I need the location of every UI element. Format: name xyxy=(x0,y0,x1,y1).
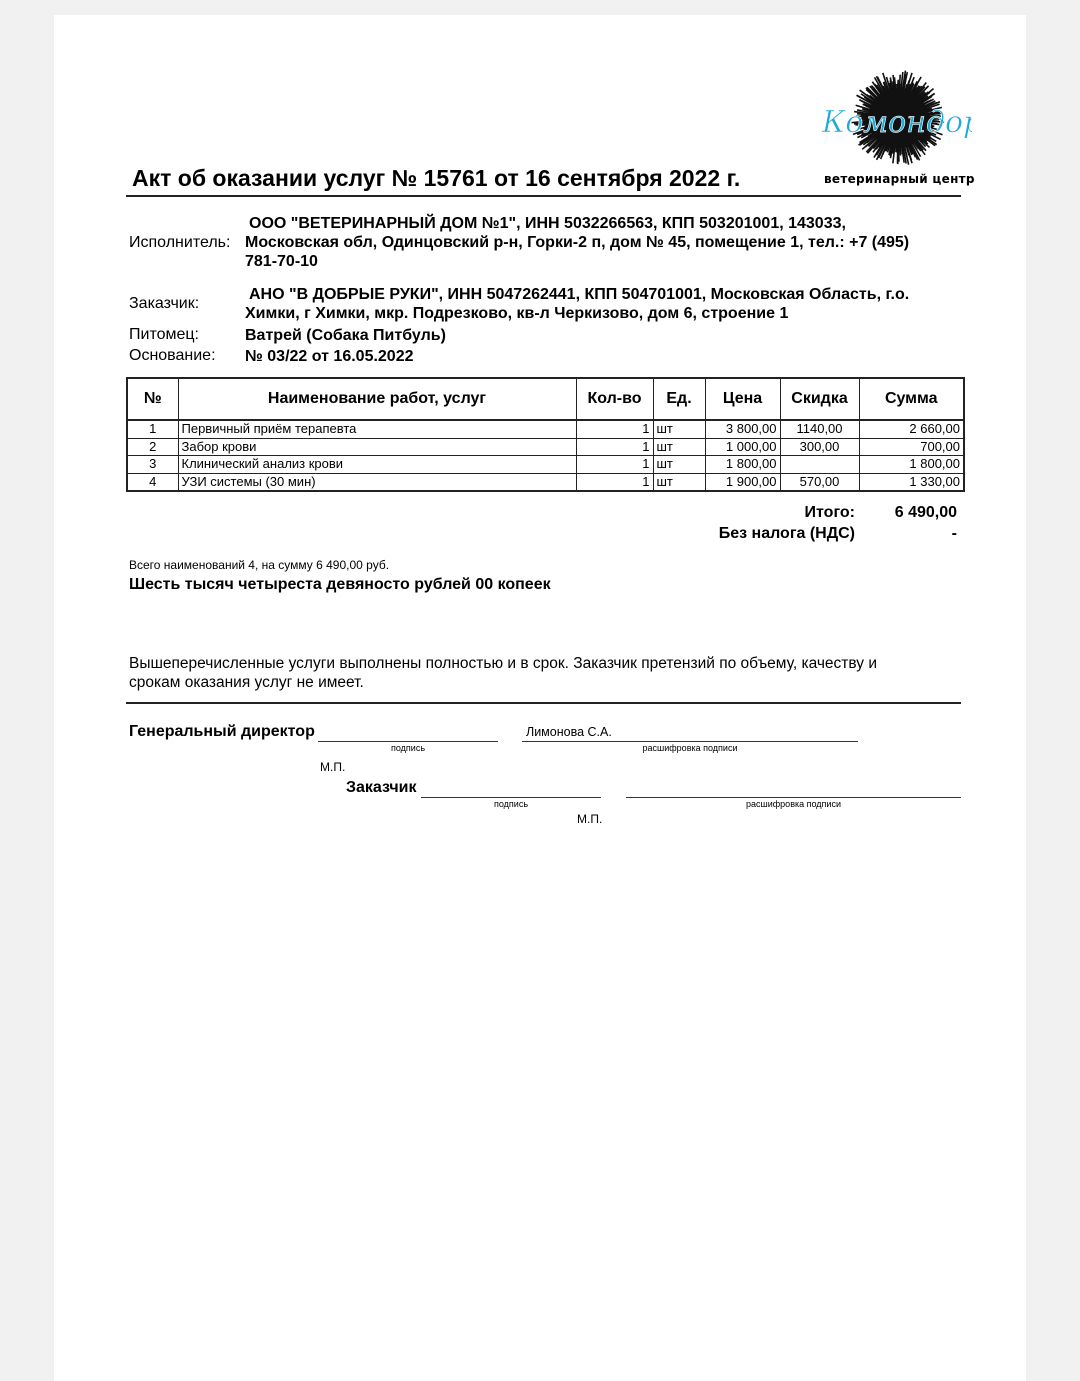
cell-qty: 1 xyxy=(576,473,653,491)
cell-num: 1 xyxy=(127,420,178,438)
cell-unit: шт xyxy=(653,420,705,438)
document-title: Акт об оказании услуг № 15761 от 16 сентября 2022 г. xyxy=(132,165,741,191)
pet-label: Питомец: xyxy=(129,326,199,343)
cell-unit: шт xyxy=(653,456,705,474)
cell-num: 4 xyxy=(127,473,178,491)
tax-value: - xyxy=(951,525,957,542)
cell-discount: 570,00 xyxy=(780,473,859,491)
cell-name: Первичный приём терапевта xyxy=(178,420,576,438)
header-name: Наименование работ, услуг xyxy=(178,378,576,420)
cell-unit: шт xyxy=(653,473,705,491)
customer-stamp-mark: М.П. xyxy=(577,812,603,826)
executor-line: ООО "ВЕТЕРИНАРНЫЙ ДОМ №1", ИНН 5032266563, КПП 503201001, 143033, xyxy=(249,215,846,232)
total-value: 6 490,00 xyxy=(894,504,957,521)
cell-sum: 2 660,00 xyxy=(859,420,964,438)
customer-label: Заказчик: xyxy=(129,295,200,312)
cell-discount: 1140,00 xyxy=(780,420,859,438)
cell-discount xyxy=(780,456,859,474)
basis-value: № 03/22 от 16.05.2022 xyxy=(245,348,414,365)
cell-qty: 1 xyxy=(576,456,653,474)
header-discount: Скидка xyxy=(780,378,859,420)
company-logo xyxy=(812,70,975,188)
amount-in-words: Шесть тысяч четыреста девяносто рублей 00 копеек xyxy=(129,576,551,593)
director-stamp-mark: М.П. xyxy=(320,760,346,774)
executor-value xyxy=(245,214,965,271)
customer-value xyxy=(245,285,965,323)
cell-name: Клинический анализ крови xyxy=(178,456,576,474)
customer-line: Химки, г Химки, мкр. Подрезково, кв-л Черкизово, дом 6, строение 1 xyxy=(245,305,789,322)
cell-qty: 1 xyxy=(576,438,653,456)
cell-sum: 1 800,00 xyxy=(859,456,964,474)
header-unit: Ед. xyxy=(653,378,705,420)
statement-line: срокам оказания услуг не имеет. xyxy=(129,674,364,691)
table-row xyxy=(127,438,964,456)
director-signature-line xyxy=(318,741,498,742)
director-signature-caption: подпись xyxy=(390,743,426,753)
cell-discount: 300,00 xyxy=(780,438,859,456)
executor-label: Исполнитель: xyxy=(129,234,231,251)
cell-sum: 700,00 xyxy=(859,438,964,456)
logo-script-text: Комондор xyxy=(822,105,972,140)
customer-signature-caption: подпись xyxy=(493,799,529,809)
title-divider xyxy=(126,195,961,197)
executor-line: 781-70-10 xyxy=(245,253,318,270)
table-header-row xyxy=(127,378,964,420)
cell-num: 2 xyxy=(127,438,178,456)
table-row xyxy=(127,473,964,491)
services-table xyxy=(126,377,965,492)
table-row xyxy=(127,420,964,438)
cell-unit: шт xyxy=(653,438,705,456)
customer-line: АНО "В ДОБРЫЕ РУКИ", ИНН 5047262441, КПП 504701001, Московская Область, г.о. xyxy=(249,286,910,303)
tax-label: Без налога (НДС) xyxy=(718,525,855,542)
items-count-summary: Всего наименований 4, на сумму 6 490,00 руб. xyxy=(129,558,390,572)
cell-price: 1 800,00 xyxy=(705,456,780,474)
header-price: Цена xyxy=(705,378,780,420)
statement-line: Вышеперечисленные услуги выполнены полностью и в срок. Заказчик претензий по объему, качеству и xyxy=(129,655,877,672)
cell-name: УЗИ системы (30 мин) xyxy=(178,473,576,491)
cell-sum: 1 330,00 xyxy=(859,473,964,491)
statement-divider xyxy=(126,702,961,704)
completion-statement xyxy=(129,654,959,692)
total-label: Итого: xyxy=(804,504,855,521)
director-label: Генеральный директор xyxy=(129,723,315,740)
basis-label: Основание: xyxy=(129,347,216,364)
cell-price: 1 000,00 xyxy=(705,438,780,456)
pet-value: Ватрей (Собака Питбуль) xyxy=(245,327,446,344)
customer-signature-line xyxy=(421,797,601,798)
director-decode-line xyxy=(522,741,858,742)
customer-decode-line xyxy=(626,797,961,798)
logo-tagline: ветеринарный центр xyxy=(824,172,975,186)
cell-num: 3 xyxy=(127,456,178,474)
header-num: № xyxy=(127,378,178,420)
executor-line: Московская обл, Одинцовский р-н, Горки-2 п, дом № 45, помещение 1, тел.: +7 (495) xyxy=(245,234,910,251)
director-name: Лимонова С.А. xyxy=(526,725,612,739)
cell-name: Забор крови xyxy=(178,438,576,456)
cell-price: 1 900,00 xyxy=(705,473,780,491)
cell-qty: 1 xyxy=(576,420,653,438)
director-decode-caption: расшифровка подписи xyxy=(642,743,738,753)
customer-signature-label: Заказчик xyxy=(346,779,417,796)
logo-burst-icon xyxy=(812,70,972,170)
customer-decode-caption: расшифровка подписи xyxy=(746,799,841,809)
header-sum: Сумма xyxy=(859,378,964,420)
table-row xyxy=(127,456,964,474)
cell-price: 3 800,00 xyxy=(705,420,780,438)
header-qty: Кол-во xyxy=(576,378,653,420)
